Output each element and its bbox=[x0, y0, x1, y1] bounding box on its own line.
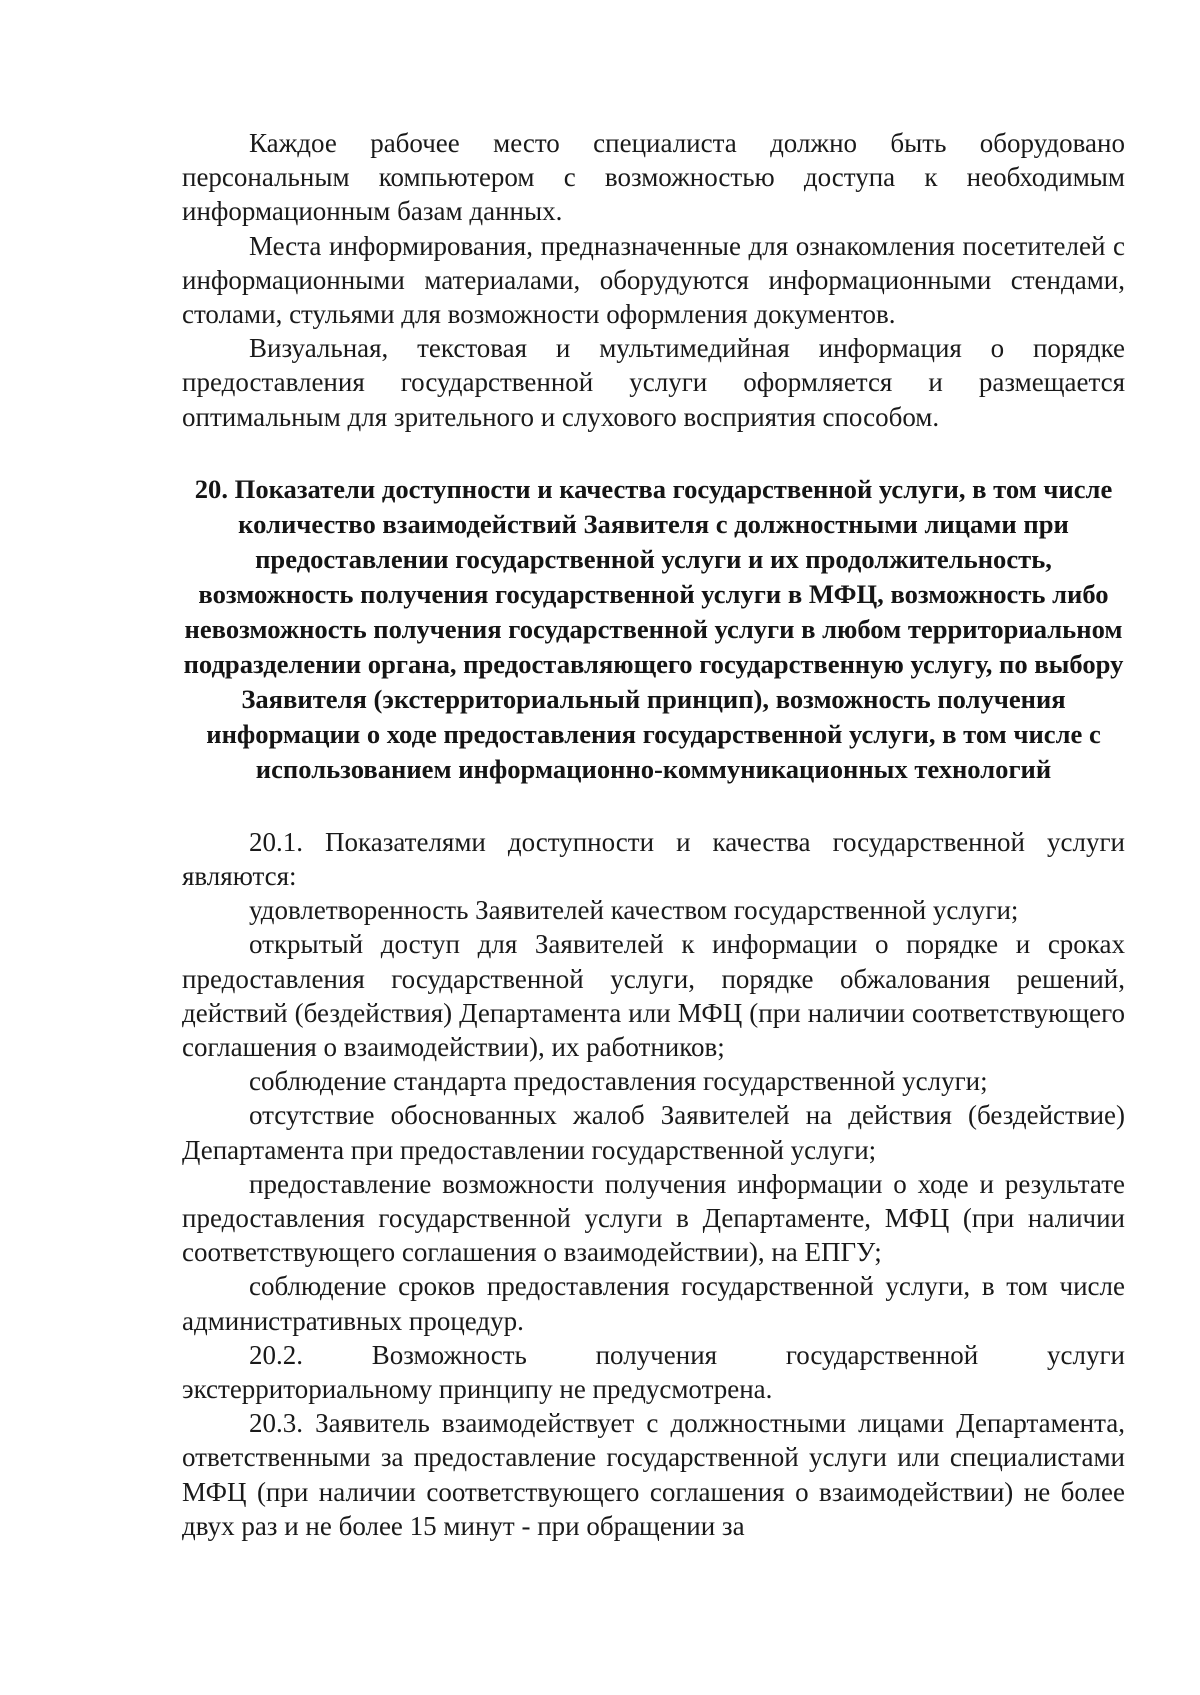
paragraph-20-3: 20.3. Заявитель взаимодействует с должностными лицами Департамента, ответственными за предоставление государственной услуги или специалистами МФЦ (при наличии соответствующего соглашения о взаимодействии) не более двух раз и не более 15 минут - при обращении за bbox=[182, 1408, 1125, 1541]
list-item-deadlines: соблюдение сроков предоставления государственной услуги, в том числе административных процедур. bbox=[182, 1271, 1125, 1336]
paragraph-workplace-equipment: Каждое рабочее место специалиста должно быть оборудовано персональным компьютером с возможностью доступа к необходимым информационным базам данных. bbox=[182, 128, 1125, 227]
paragraph-information-places: Места информирования, предназначенные для ознакомления посетителей с информационными материалами, оборудуются информационными стендами, столами, стульями для возможности оформления документов. bbox=[182, 230, 1125, 330]
paragraph-visual-information: Визуальная, текстовая и мультимедийная информация о порядке предоставления государственной услуги оформляется и размещается оптимальным для зрительного и слухового восприятия способом. bbox=[182, 333, 1125, 432]
section-heading: 20. Показатели доступности и качества государственной услуги, в том числе количество взаимодействий Заявителя с должностными лицами при предоставлении государственной услуги и их продолжительность, возможность получения государственной услуги в МФЦ, возможность либо невозможность получения государственной услуги в любом территориальном подразделении органа, предоставляющего государственную услугу, по выбору Заявителя (экстерриториальный принцип), возможность получения информации о ходе предоставления государственной услуги, в том числе с использованием информационно-коммуникационных технологий bbox=[183, 473, 1124, 784]
paragraph-20-1: 20.1. Показателями доступности и качества государственной услуги являются: bbox=[182, 826, 1125, 892]
list-item-progress-information: предоставление возможности получения информации о ходе и результате предоставления государственной услуги в Департаменте, МФЦ (при наличии соответствующего соглашения о взаимодействии), на ЕПГУ; bbox=[182, 1168, 1125, 1268]
list-item-standard-compliance: соблюдение стандарта предоставления государственной услуги; bbox=[249, 1066, 988, 1097]
list-item-no-complaints: отсутствие обоснованных жалоб Заявителей на действия (бездействие) Департамента при предоставлении государственной услуги; bbox=[182, 1100, 1125, 1165]
list-item-open-access: открытый доступ для Заявителей к информации о порядке и сроках предоставления государственной услуги, порядке обжалования решений, действий (бездействия) Департамента или МФЦ (при наличии соответствующего соглашения о взаимодействии), их работников; bbox=[182, 929, 1125, 1063]
paragraph-20-2: 20.2. Возможность получения государственной услуги экстерриториальному принципу не предусмотрена. bbox=[182, 1339, 1125, 1405]
list-item-satisfaction: удовлетворенность Заявителей качеством государственной услуги; bbox=[249, 895, 1019, 926]
document-body bbox=[182, 126, 1125, 1543]
